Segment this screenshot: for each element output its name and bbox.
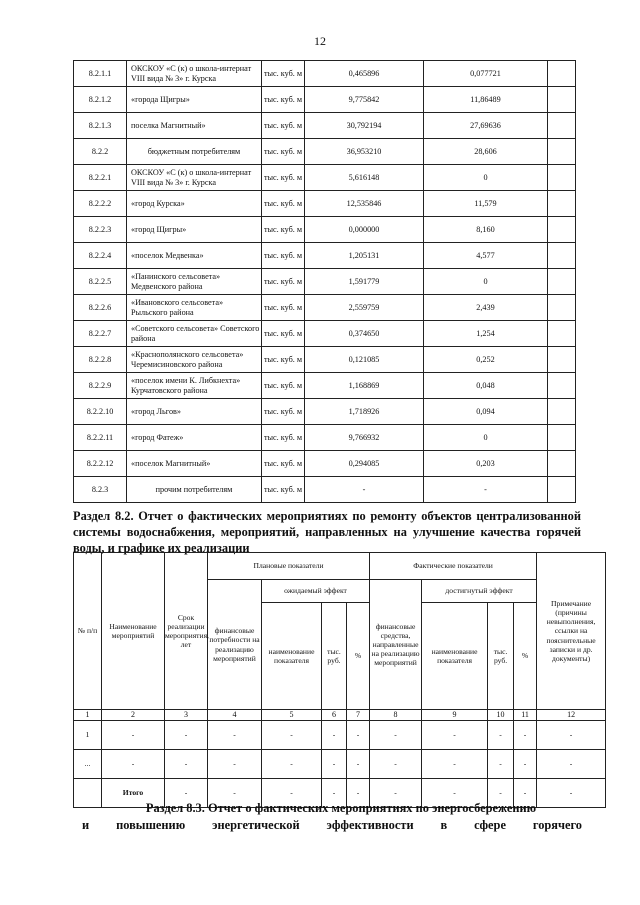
table-cell: -	[262, 779, 322, 808]
section-8-3-line2	[82, 817, 582, 834]
row-value-fact: 0,252	[424, 347, 548, 373]
header-fact-indicator: наименование показателя	[422, 603, 488, 710]
row-value-plan: 0,374650	[305, 321, 424, 347]
table-cell: -	[370, 750, 422, 779]
row-extra	[548, 191, 576, 217]
table-cell: Итого	[102, 779, 165, 808]
column-number: 7	[347, 710, 370, 721]
header-plan-indicator: наименование показателя	[262, 603, 322, 710]
row-code: 8.2.2.5	[74, 269, 127, 295]
heading-word: сфере	[474, 818, 506, 832]
table-cell: -	[370, 721, 422, 750]
row-unit: тыс. куб. м	[262, 321, 305, 347]
row-value-plan: -	[305, 477, 424, 503]
table-cell: -	[165, 721, 208, 750]
table-cell: -	[322, 750, 347, 779]
row-code: 8.2.1.2	[74, 87, 127, 113]
table-cell: 1	[74, 721, 102, 750]
row-extra	[548, 347, 576, 373]
row-value-fact: 0	[424, 269, 548, 295]
table-row	[74, 165, 576, 191]
header-fact-fin: финансовые средства, направленные на реализацию мероприятий	[370, 580, 422, 710]
table-row	[74, 139, 576, 165]
row-name: «города Щигры»	[127, 87, 262, 113]
table-cell: -	[262, 750, 322, 779]
consumption-table	[73, 60, 576, 503]
row-value-plan: 5,616148	[305, 165, 424, 191]
row-extra	[548, 321, 576, 347]
table-row	[74, 347, 576, 373]
table-row	[74, 191, 576, 217]
table-row	[74, 321, 576, 347]
row-unit: тыс. куб. м	[262, 61, 305, 87]
table-row	[74, 451, 576, 477]
section-8-3-line1: Раздел 8.3. Отчет о фактических мероприятиях по энергосбережению	[145, 801, 537, 815]
row-value-plan: 0,000000	[305, 217, 424, 243]
row-unit: тыс. куб. м	[262, 191, 305, 217]
row-code: 8.2.2.4	[74, 243, 127, 269]
table-cell: -	[488, 750, 514, 779]
row-code: 8.2.2.8	[74, 347, 127, 373]
row-value-plan: 9,766932	[305, 425, 424, 451]
row-value-fact: 27,69636	[424, 113, 548, 139]
row-name: поселка Магнитный»	[127, 113, 262, 139]
table-row	[74, 373, 576, 399]
header-fact-percent: %	[514, 603, 537, 710]
activities-report-table	[73, 552, 606, 808]
table-cell: -	[422, 779, 488, 808]
table-row	[74, 61, 576, 87]
row-name: «Краснополянского сельсовета» Черемисиновского района	[127, 347, 262, 373]
table-row	[74, 425, 576, 451]
heading-word: и	[82, 818, 90, 832]
table-cell: ...	[74, 750, 102, 779]
header-expected: ожидаемый эффект	[262, 580, 370, 603]
table-row	[74, 750, 606, 779]
column-number: 4	[208, 710, 262, 721]
row-value-fact: 4,577	[424, 243, 548, 269]
table-cell: -	[422, 750, 488, 779]
table-cell: -	[262, 721, 322, 750]
row-name: «Панинского сельсовета» Медвенского района	[127, 269, 262, 295]
row-code: 8.2.1.3	[74, 113, 127, 139]
table-cell: -	[514, 721, 537, 750]
table-row	[74, 113, 576, 139]
row-name: ОКСКОУ «С (к) о школа-интернат VIII вида № 3» г. Курска	[127, 61, 262, 87]
row-value-fact: 28,606	[424, 139, 548, 165]
table-cell: -	[347, 779, 370, 808]
row-unit: тыс. куб. м	[262, 269, 305, 295]
heading-word: в	[440, 818, 448, 832]
column-number: 11	[514, 710, 537, 721]
header-plan-rub: тыс. руб.	[322, 603, 347, 710]
row-value-plan: 2,559759	[305, 295, 424, 321]
row-extra	[548, 113, 576, 139]
table-cell: -	[488, 721, 514, 750]
row-unit: тыс. куб. м	[262, 217, 305, 243]
row-name: прочим потребителям	[127, 477, 262, 503]
row-value-plan: 1,168869	[305, 373, 424, 399]
table-cell: -	[347, 750, 370, 779]
column-number: 2	[102, 710, 165, 721]
section-8-2-heading: Раздел 8.2. Отчет о фактических мероприятиях по ремонту объектов централизованной системы водоснабжения, мероприятий, направленных на улучшение качества горячей воды, и графике их реализации	[73, 509, 581, 555]
row-unit: тыс. куб. м	[262, 347, 305, 373]
row-value-fact: 8,160	[424, 217, 548, 243]
table-row	[74, 87, 576, 113]
table-cell: -	[488, 779, 514, 808]
row-extra	[548, 269, 576, 295]
row-code: 8.2.2.9	[74, 373, 127, 399]
row-name: ОКСКОУ «С (к) о школа-интернат VIII вида № 3» г. Курска	[127, 165, 262, 191]
row-name: «город Щигры»	[127, 217, 262, 243]
row-unit: тыс. куб. м	[262, 451, 305, 477]
row-extra	[548, 139, 576, 165]
row-value-fact: 0,077721	[424, 61, 548, 87]
table-row	[74, 477, 576, 503]
table-cell: -	[208, 779, 262, 808]
row-unit: тыс. куб. м	[262, 243, 305, 269]
row-unit: тыс. куб. м	[262, 373, 305, 399]
row-unit: тыс. куб. м	[262, 295, 305, 321]
column-number: 1	[74, 710, 102, 721]
table-cell: -	[537, 779, 606, 808]
header-fact-rub: тыс. руб.	[488, 603, 514, 710]
table-cell: -	[514, 750, 537, 779]
table-row	[74, 399, 576, 425]
column-number: 5	[262, 710, 322, 721]
row-value-fact: 0,094	[424, 399, 548, 425]
row-unit: тыс. куб. м	[262, 165, 305, 191]
row-code: 8.2.1.1	[74, 61, 127, 87]
row-code: 8.2.2.1	[74, 165, 127, 191]
row-value-plan: 1,205131	[305, 243, 424, 269]
column-number: 10	[488, 710, 514, 721]
row-name: «Ивановского сельсовета» Рыльского района	[127, 295, 262, 321]
row-code: 8.2.2.7	[74, 321, 127, 347]
section-8-3-heading	[82, 800, 582, 834]
header-name: Наименование мероприятий	[102, 553, 165, 710]
row-extra	[548, 451, 576, 477]
row-name: «город Льгов»	[127, 399, 262, 425]
row-code: 8.2.2.3	[74, 217, 127, 243]
heading-word: повышению	[116, 818, 186, 832]
table-cell: -	[347, 721, 370, 750]
row-name: «поселок Медвенка»	[127, 243, 262, 269]
table-row	[74, 721, 606, 750]
row-extra	[548, 61, 576, 87]
row-value-plan: 1,718926	[305, 399, 424, 425]
row-value-plan: 36,953210	[305, 139, 424, 165]
row-extra	[548, 425, 576, 451]
row-unit: тыс. куб. м	[262, 399, 305, 425]
header-plan-percent: %	[347, 603, 370, 710]
table-cell: -	[208, 750, 262, 779]
table-cell: -	[208, 721, 262, 750]
table-cell: -	[322, 779, 347, 808]
row-value-plan: 1,591779	[305, 269, 424, 295]
header-num: № п/п	[74, 553, 102, 710]
row-extra	[548, 243, 576, 269]
row-unit: тыс. куб. м	[262, 87, 305, 113]
row-name: «Советского сельсовета» Советского района	[127, 321, 262, 347]
row-value-plan: 12,535846	[305, 191, 424, 217]
table-cell: -	[102, 721, 165, 750]
row-value-fact: 11,579	[424, 191, 548, 217]
row-value-fact: 1,254	[424, 321, 548, 347]
table-cell: -	[537, 721, 606, 750]
table-row	[74, 217, 576, 243]
row-extra	[548, 477, 576, 503]
table-cell: -	[165, 750, 208, 779]
header-note: Примечание (причины невыполнения, ссылки на пояснительные записки и др. документы)	[537, 553, 606, 710]
header-planned: Плановые показатели	[208, 553, 370, 580]
row-value-fact: 11,86489	[424, 87, 548, 113]
row-unit: тыс. куб. м	[262, 113, 305, 139]
table-cell: -	[514, 779, 537, 808]
row-value-fact: 0,203	[424, 451, 548, 477]
column-number: 6	[322, 710, 347, 721]
table-cell: -	[370, 779, 422, 808]
table-cell: -	[165, 779, 208, 808]
row-name: бюджетным потребителям	[127, 139, 262, 165]
row-extra	[548, 217, 576, 243]
row-extra	[548, 295, 576, 321]
row-value-plan: 30,792194	[305, 113, 424, 139]
row-code: 8.2.2.2	[74, 191, 127, 217]
row-value-plan: 0,121085	[305, 347, 424, 373]
row-value-fact: 0	[424, 425, 548, 451]
row-name: «город Фатеж»	[127, 425, 262, 451]
table-cell: -	[322, 721, 347, 750]
row-extra	[548, 87, 576, 113]
row-extra	[548, 373, 576, 399]
column-number: 3	[165, 710, 208, 721]
row-value-plan: 0,294085	[305, 451, 424, 477]
header-actual: Фактические показатели	[370, 553, 537, 580]
row-unit: тыс. куб. м	[262, 477, 305, 503]
row-unit: тыс. куб. м	[262, 139, 305, 165]
row-code: 8.2.2	[74, 139, 127, 165]
row-extra	[548, 399, 576, 425]
row-code: 8.2.2.6	[74, 295, 127, 321]
row-value-plan: 0,465896	[305, 61, 424, 87]
heading-word: горячего	[532, 818, 582, 832]
column-number: 9	[422, 710, 488, 721]
header-achieved: достигнутый эффект	[422, 580, 537, 603]
header-plan-fin: финансовые потребности на реализацию мероприятий	[208, 580, 262, 710]
column-number: 12	[537, 710, 606, 721]
row-code: 8.2.2.10	[74, 399, 127, 425]
heading-word: эффективности	[326, 818, 414, 832]
table-cell: -	[102, 750, 165, 779]
row-value-fact: -	[424, 477, 548, 503]
row-name: «поселок Магнитный»	[127, 451, 262, 477]
row-code: 8.2.2.12	[74, 451, 127, 477]
row-value-fact: 0,048	[424, 373, 548, 399]
column-number: 8	[370, 710, 422, 721]
page-number: 12	[314, 34, 326, 48]
heading-word: энергетической	[212, 818, 300, 832]
row-extra	[548, 165, 576, 191]
table-row	[74, 295, 576, 321]
table-cell: -	[422, 721, 488, 750]
table-row	[74, 243, 576, 269]
row-code: 8.2.2.11	[74, 425, 127, 451]
row-name: «поселок имени К. Либкнехта» Курчатовского района	[127, 373, 262, 399]
table-cell: -	[537, 750, 606, 779]
header-term: Срок реализации мероприятия, лет	[165, 553, 208, 710]
row-value-fact: 2,439	[424, 295, 548, 321]
row-value-plan: 9,775842	[305, 87, 424, 113]
row-name: «город Курска»	[127, 191, 262, 217]
row-code: 8.2.3	[74, 477, 127, 503]
row-value-fact: 0	[424, 165, 548, 191]
table-row	[74, 269, 576, 295]
row-unit: тыс. куб. м	[262, 425, 305, 451]
column-number-row	[74, 710, 606, 721]
